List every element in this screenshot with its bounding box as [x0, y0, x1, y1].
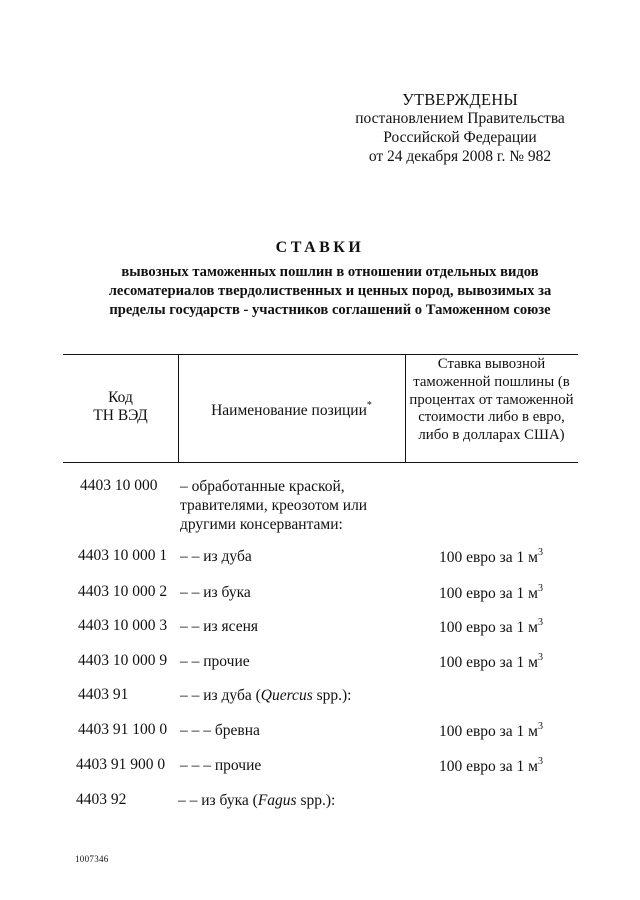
rate-text: 100 евро за 1 м [438, 758, 538, 775]
name-prefix: – – из дуба ( [180, 687, 261, 704]
name-suffix: spp.): [296, 792, 336, 809]
rate-text: 100 евро за 1 м [438, 549, 538, 566]
table-row-name: – – из бука [180, 584, 251, 601]
table-row-name: – – – прочие [180, 757, 262, 774]
table-row-name: – – из ясеня [180, 618, 259, 635]
rate-unit-exponent: 3 [538, 617, 543, 628]
approval-line-2: Российской Федерации [383, 129, 537, 146]
name-prefix: – – из бука ( [178, 792, 258, 809]
table-row-code: 4403 10 000 1 [78, 547, 168, 564]
header-code-line-2: ТН ВЭД [93, 407, 148, 424]
latin-genus-name: Quercus [260, 687, 313, 704]
table-row-rate [393, 652, 543, 672]
table-row-name [180, 686, 351, 705]
table-row-name: – – прочие [180, 653, 250, 670]
rate-unit-exponent: 3 [538, 721, 543, 732]
table-row-rate [393, 721, 543, 741]
name-suffix: spp.): [312, 687, 352, 704]
rate-unit-exponent: 3 [538, 583, 543, 594]
table-row-code: 4403 91 100 0 [78, 721, 168, 738]
table-row-rate [393, 617, 543, 637]
header-name-footnote-mark: * [366, 400, 372, 411]
table-row-rate [393, 583, 543, 603]
document-subtitle: вывозных таможенных пошлин в отношении отдельных видов лесоматериалов твердолиственных и ценных пород, вывозимых за пределы государств - участников соглашений о Таможенном союзе [108, 264, 552, 318]
table-row-code: 4403 10 000 [80, 477, 158, 494]
approval-line-3: от 24 декабря 2008 г. № 982 [368, 148, 552, 165]
table-row-rate [393, 547, 543, 567]
table-header-top-border [63, 354, 578, 355]
document-title: СТАВКИ [275, 239, 365, 256]
header-code [63, 389, 178, 425]
header-name-text: Наименование позиции [211, 402, 367, 419]
rate-unit-exponent: 3 [538, 547, 543, 558]
approval-heading: УТВЕРЖДЕНЫ [402, 90, 518, 109]
table-row-rate [393, 756, 543, 776]
table-header-bottom-border [63, 462, 578, 463]
rate-text: 100 евро за 1 м [438, 619, 538, 636]
table-row-code: 4403 92 [76, 791, 127, 808]
rate-text: 100 евро за 1 м [438, 654, 538, 671]
table-row-code: 4403 10 000 9 [78, 652, 168, 669]
table-row-name: – – – бревна [180, 722, 260, 739]
rate-text: 100 евро за 1 м [438, 585, 538, 602]
header-name [178, 397, 405, 420]
table-row-code: 4403 91 [78, 686, 129, 703]
table-row-code: 4403 91 900 0 [76, 756, 166, 773]
approval-block [340, 90, 580, 166]
header-code-line-1: Код [108, 389, 133, 406]
rate-unit-exponent: 3 [538, 756, 543, 767]
table-row-code: 4403 10 000 3 [78, 617, 168, 634]
table-row-name [178, 791, 335, 810]
document-id-stamp: 1007346 [75, 854, 109, 864]
rate-text: 100 евро за 1 м [438, 723, 538, 740]
table-row-name: – обработанные краской, травителями, креозотом или другими консервантами: [180, 478, 368, 533]
header-rate: Ставка вывозной таможенной пошлины (в процентах от таможенной стоимости либо в евро, либо в долларах США) [409, 356, 574, 444]
latin-genus-name: Fagus [257, 792, 297, 809]
approval-line-1: постановлением Правительства [355, 110, 565, 127]
table-row-name: – – из дуба [180, 548, 252, 565]
rate-unit-exponent: 3 [538, 652, 543, 663]
table-row-code: 4403 10 000 2 [78, 583, 168, 600]
